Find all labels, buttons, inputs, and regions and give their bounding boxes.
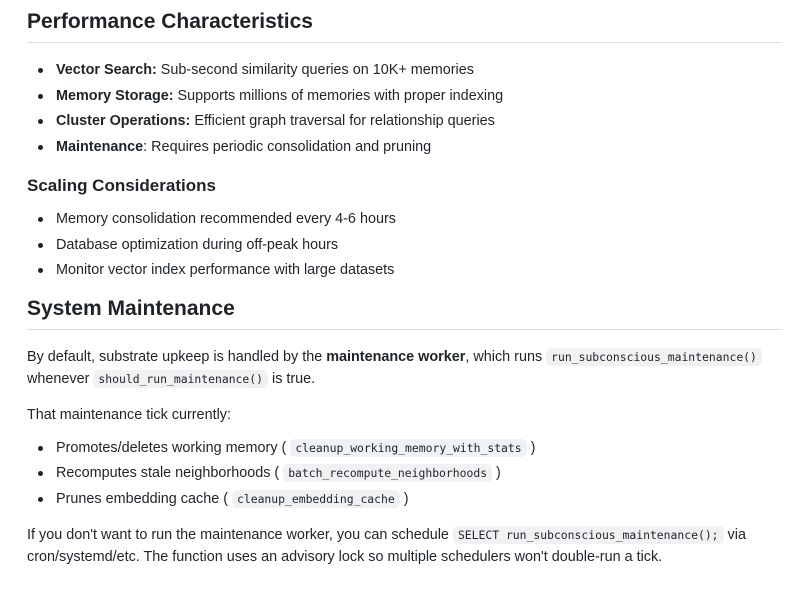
list-item-text: Sub-second similarity queries on 10K+ memories <box>156 62 474 78</box>
inline-code: cleanup_working_memory_with_stats <box>290 439 526 457</box>
list-item <box>56 109 782 135</box>
inline-code-run-maintenance: run_subconscious_maintenance() <box>546 348 762 366</box>
intro-text-1: By default, substrate upkeep is handled by the <box>27 348 327 365</box>
inline-code-select-statement: SELECT run_subconscious_maintenance(); <box>453 526 724 544</box>
inline-code-should-run: should_run_maintenance() <box>93 370 268 388</box>
intro-text-4: is true. <box>268 370 316 387</box>
list-item-suffix: ) <box>492 465 501 481</box>
list-item-label: Vector Search: <box>56 62 157 78</box>
list-item: Memory consolidation recommended every 4-6 hours <box>56 207 782 233</box>
performance-list <box>27 58 782 160</box>
list-item-label: Cluster Operations: <box>56 113 191 129</box>
inline-code: cleanup_embedding_cache <box>232 490 400 508</box>
list-item <box>56 436 782 462</box>
list-item-text: Recomputes stale neighborhoods ( <box>56 465 284 481</box>
tick-intro-paragraph: That maintenance tick currently: <box>27 406 231 423</box>
list-item-suffix: ) <box>399 490 409 507</box>
cron-paragraph <box>27 524 782 568</box>
list-item: Database optimization during off-peak hours <box>56 233 782 259</box>
list-item <box>56 487 782 513</box>
intro-bold-maintenance-worker: maintenance worker <box>326 348 466 365</box>
intro-text-2: , which runs <box>465 348 547 365</box>
list-item-suffix: ) <box>526 439 536 456</box>
heading-scaling-considerations: Scaling Considerations <box>27 176 216 195</box>
list-item-text: Promotes/deletes working memory ( <box>56 439 291 456</box>
list-item-text: : Requires periodic consolidation and pruning <box>143 138 432 155</box>
list-item <box>56 84 782 110</box>
list-item-text: Efficient graph traversal for relationship queries <box>190 113 495 129</box>
heading-system-maintenance: System Maintenance <box>27 296 782 330</box>
list-item-label: Maintenance <box>56 138 144 155</box>
intro-text-3: whenever <box>27 370 94 387</box>
list-item <box>56 135 782 161</box>
inline-code: batch_recompute_neighborhoods <box>283 464 492 482</box>
cron-text-1: If you don't want to run the maintenance worker, you can schedule <box>27 527 453 543</box>
list-item-text: Prunes embedding cache ( <box>56 490 232 507</box>
scaling-list <box>27 207 782 284</box>
cron-text-2: via cron/systemd/etc. The function uses an advisory lock so multiple schedulers won't double-run a tick. <box>27 527 746 565</box>
list-item <box>56 461 782 487</box>
markdown-document <box>27 0 782 568</box>
list-item: Monitor vector index performance with large datasets <box>56 258 782 284</box>
heading-performance-characteristics: Performance Characteristics <box>27 9 782 43</box>
maintenance-intro-paragraph <box>27 346 782 390</box>
list-item-label: Memory Storage: <box>56 87 174 104</box>
tick-list <box>27 436 782 513</box>
list-item-text: Supports millions of memories with proper indexing <box>173 87 504 104</box>
list-item <box>56 58 782 84</box>
